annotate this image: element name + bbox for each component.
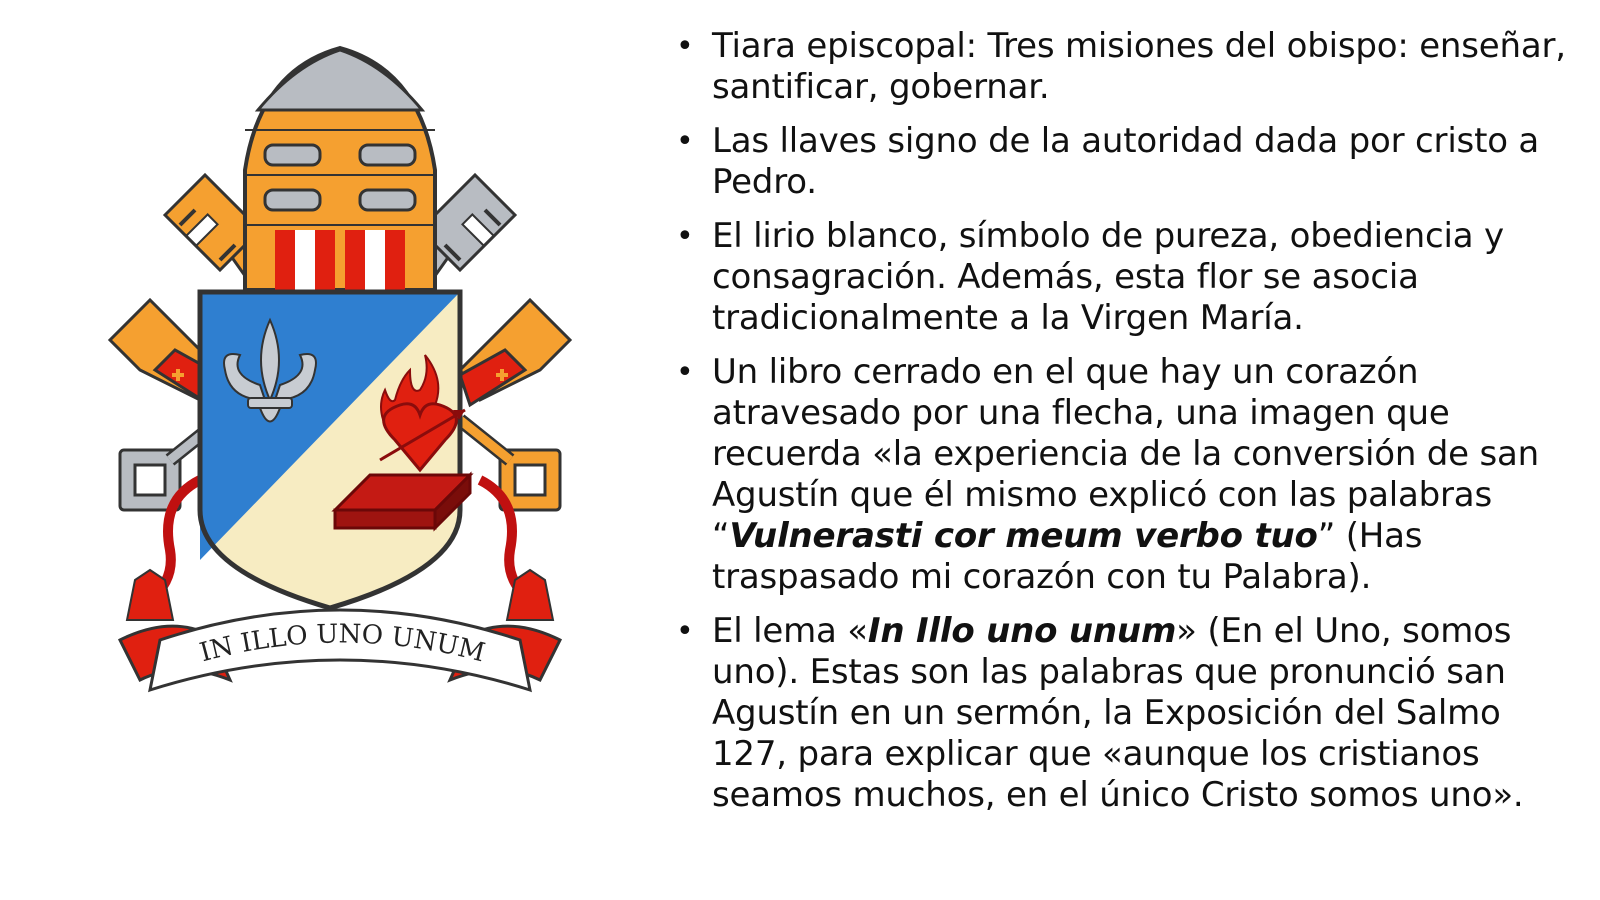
shield <box>200 292 470 608</box>
coat-of-arms-emblem <box>80 40 600 740</box>
bullet-text-motto-before: El lema « <box>712 611 868 651</box>
list-item <box>676 352 1581 598</box>
bullet-text-tiara: Tiara episcopal: Tres misiones del obispo: enseñar, santificar, gobernar. <box>712 26 1566 107</box>
bullet-text-book-after: ” (Has traspasado mi corazón con tu Palabra). <box>712 516 1423 597</box>
bullet-text-book-quote: Vulnerasti cor meum verbo tuo <box>729 516 1318 556</box>
episcopal-mitre <box>245 48 435 290</box>
motto-ribbon <box>120 610 560 690</box>
list-item <box>676 121 1581 203</box>
explanation-list <box>676 26 1581 829</box>
bullet-icon: • <box>676 355 694 390</box>
list-item <box>676 26 1581 108</box>
bullet-text-book-before: Un libro cerrado en el que hay un corazón atravesado por una flecha, una imagen que recuerda «la experiencia de la conversión de san Agustín que él mismo explicó con las palabras “ <box>712 352 1540 556</box>
bullet-text-motto-after: » (En el Uno, somos uno). Estas son las palabras que pronunció san Agustín en un sermón, la Exposición del Salmo 127, para explicar que «aunque los cristianos seamos muchos, en el único Cristo somos uno». <box>712 611 1524 815</box>
bullet-text-lily: El lirio blanco, símbolo de pureza, obediencia y consagración. Además, esta flor se asocia tradicionalmente a la Virgen María. <box>712 216 1504 338</box>
bullet-icon: • <box>676 219 694 254</box>
bullet-text-motto-quote: In Illo uno unum <box>867 611 1177 651</box>
list-item <box>676 216 1581 339</box>
bullet-icon: • <box>676 124 694 159</box>
bullet-text-keys: Las llaves signo de la autoridad dada por cristo a Pedro. <box>712 121 1540 202</box>
list-item <box>676 611 1581 816</box>
motto-text: IN ILLO UNO UNUM <box>196 619 488 669</box>
bullet-icon: • <box>676 29 694 64</box>
bullet-icon: • <box>676 614 694 649</box>
